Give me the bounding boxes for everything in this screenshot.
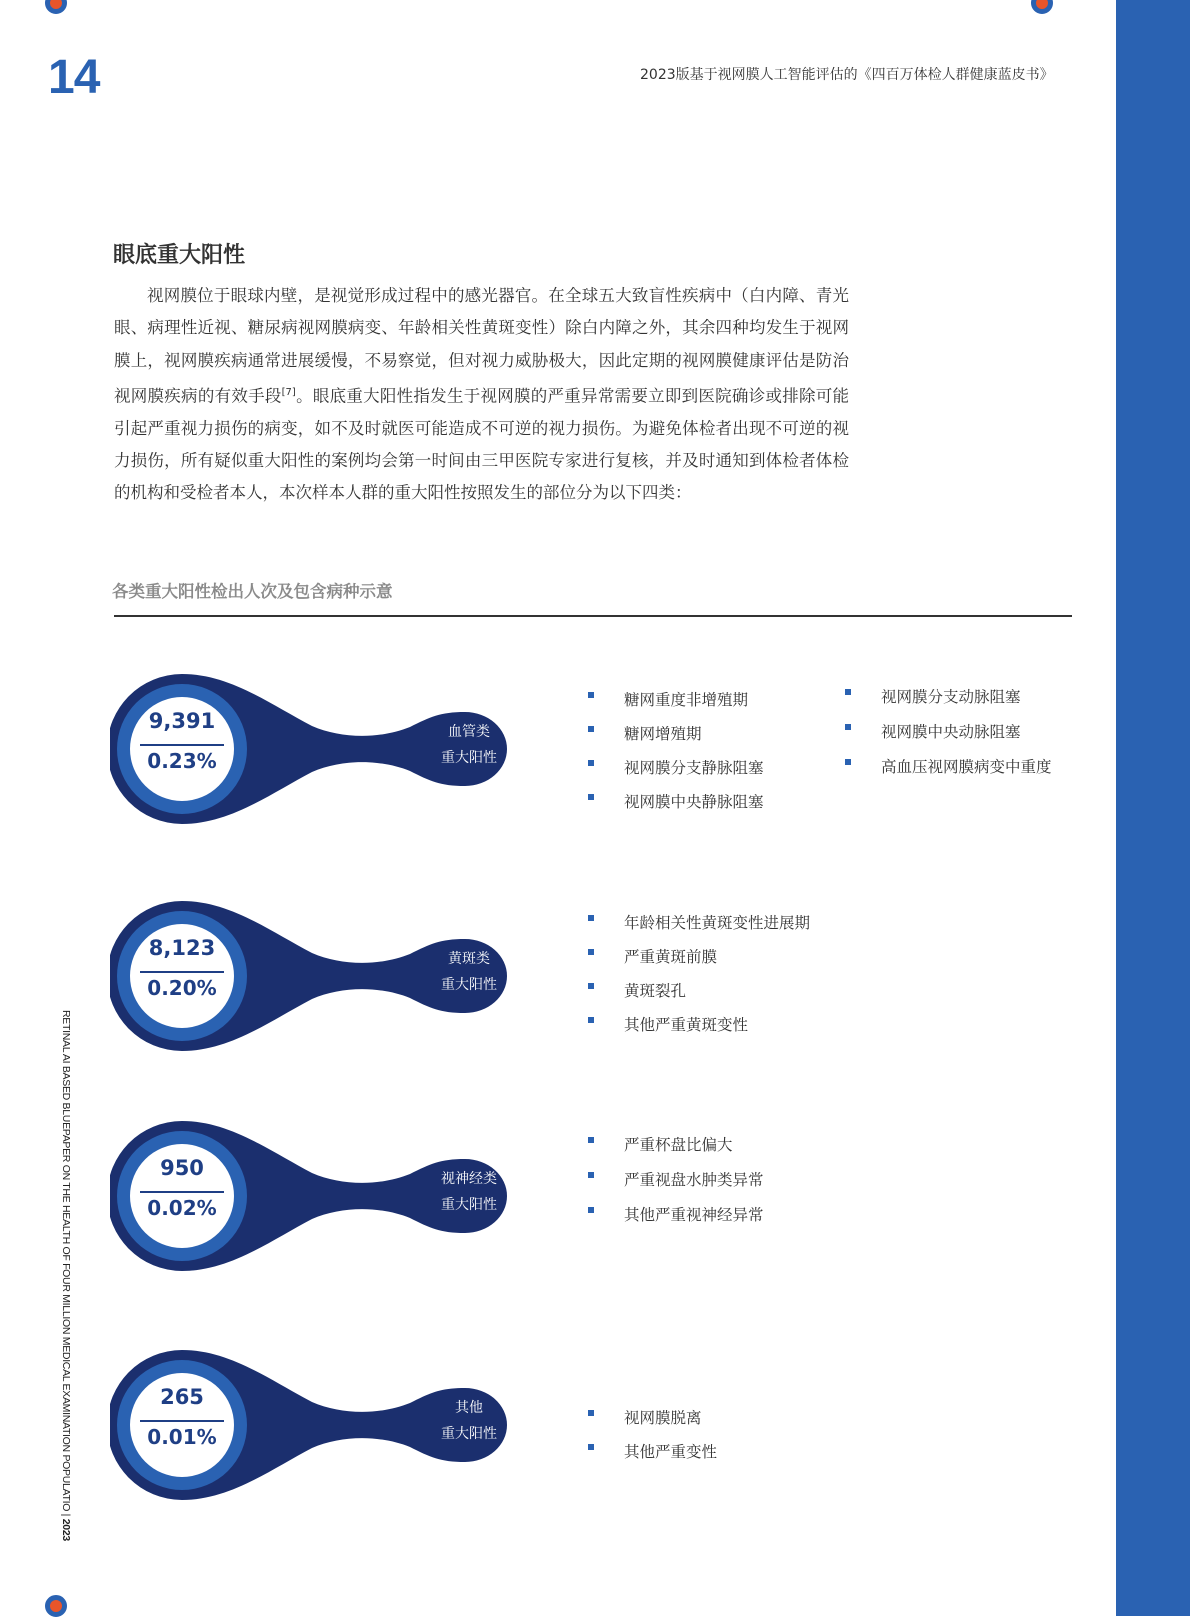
caption-divider bbox=[114, 615, 1072, 617]
disease-item: 高血压视网膜病变中重度 bbox=[845, 750, 1052, 785]
section-heading: 眼底重大阳性 bbox=[113, 243, 246, 268]
detection-percent: 0.01% bbox=[147, 1425, 217, 1449]
category-label-line2: 重大阳性 bbox=[441, 977, 497, 993]
disease-item: 其他严重变性 bbox=[588, 1435, 717, 1469]
disease-item: 其他严重黄斑变性 bbox=[588, 1008, 810, 1042]
paragraph-text-part1: 视网膜位于眼球内壁，是视觉形成过程中的感光器官。在全球五大致盲性疾病中（白内障、青光眼、病理性近视、糖尿病视网膜病变、年龄相关性黄斑变性）除白内障之外，其余四种均发生于视网膜上，视网膜疾病通常进展缓慢，不易察觉，但对视力威胁极大，因此定期的视网膜健康评估是防治视网膜疾病的有效手段 bbox=[114, 286, 849, 406]
detection-count: 8,123 bbox=[148, 936, 216, 960]
disease-list-column2 bbox=[845, 680, 1052, 785]
footer-separator: | bbox=[60, 1511, 72, 1519]
side-color-band bbox=[1116, 0, 1190, 1616]
category-label-line1: 黄斑类 bbox=[448, 951, 490, 967]
disease-list bbox=[588, 1401, 717, 1469]
disease-item: 视网膜中央静脉阻塞 bbox=[588, 785, 764, 819]
reference-mark: [7] bbox=[281, 386, 296, 398]
category-label-line1: 血管类 bbox=[448, 724, 490, 740]
disease-list bbox=[588, 906, 810, 1042]
disease-item: 其他严重视神经异常 bbox=[588, 1198, 764, 1233]
category-label-line2: 重大阳性 bbox=[441, 1426, 497, 1442]
disease-item: 视网膜中央动脉阻塞 bbox=[845, 715, 1052, 750]
detection-percent: 0.20% bbox=[147, 976, 217, 1000]
category-label bbox=[419, 719, 519, 771]
category-vascular bbox=[110, 669, 1060, 829]
disease-item: 严重杯盘比偏大 bbox=[588, 1128, 764, 1163]
category-label-line2: 重大阳性 bbox=[441, 1197, 497, 1213]
detection-count: 950 bbox=[160, 1156, 204, 1180]
vertical-running-footer bbox=[60, 1010, 72, 1541]
running-header-title: 2023版基于视网膜人工智能评估的《四百万体检人群健康蓝皮书》 bbox=[640, 67, 1054, 83]
disease-item: 黄斑裂孔 bbox=[588, 974, 810, 1008]
category-label-line1: 其他 bbox=[455, 1400, 483, 1416]
disease-item: 视网膜分支静脉阻塞 bbox=[588, 751, 764, 785]
disease-item: 糖网重度非增殖期 bbox=[588, 683, 764, 717]
disease-item: 视网膜分支动脉阻塞 bbox=[845, 680, 1052, 715]
detection-percent: 0.23% bbox=[147, 749, 217, 773]
category-label-line1: 视神经类 bbox=[441, 1171, 497, 1187]
disease-item: 视网膜脱离 bbox=[588, 1401, 717, 1435]
detection-count: 265 bbox=[160, 1385, 204, 1409]
corner-decoration-dot bbox=[45, 1595, 67, 1617]
disease-list bbox=[588, 1128, 764, 1233]
category-label bbox=[419, 1166, 519, 1218]
intro-paragraph bbox=[114, 280, 849, 510]
footer-year: 2023 bbox=[60, 1518, 72, 1541]
disease-item: 严重黄斑前膜 bbox=[588, 940, 810, 974]
corner-decoration-dot bbox=[45, 0, 67, 14]
category-macular bbox=[110, 896, 1060, 1056]
disease-item: 严重视盘水肿类异常 bbox=[588, 1163, 764, 1198]
category-label bbox=[419, 1395, 519, 1447]
detection-count: 9,391 bbox=[148, 709, 216, 733]
corner-decoration-dot bbox=[1031, 0, 1053, 14]
detection-percent: 0.02% bbox=[147, 1196, 217, 1220]
footer-text: RETINAL AI BASED BLUEPAPER ON THE HEALTH OF FOUR MILLION MEDICAL EXAMINATION POPULATIO bbox=[60, 1010, 72, 1512]
category-optic-nerve bbox=[110, 1116, 1060, 1276]
paragraph-text-part2: 。眼底重大阳性指发生于视网膜的严重异常需要立即到医院确诊或排除可能引起严重视力损伤的病变，如不及时就医可能造成不可逆的视力损伤。为避免体检者出现不可逆的视力损伤，所有疑似重大阳性的案例均会第一时间由三甲医院专家进行复核，并及时通知到体检者体检的机构和受检者本人，本次样本人群的重大阳性按照发生的部位分为以下四类： bbox=[114, 386, 850, 503]
count-divider bbox=[140, 971, 224, 973]
disease-item: 年龄相关性黄斑变性进展期 bbox=[588, 906, 810, 940]
figure-caption: 各类重大阳性检出人次及包含病种示意 bbox=[112, 582, 393, 601]
count-divider bbox=[140, 744, 224, 746]
page-number: 14 bbox=[48, 51, 100, 104]
category-label bbox=[419, 946, 519, 998]
category-other bbox=[110, 1345, 1060, 1505]
category-label-line2: 重大阳性 bbox=[441, 750, 497, 766]
disease-item: 糖网增殖期 bbox=[588, 717, 764, 751]
count-divider bbox=[140, 1191, 224, 1193]
disease-list bbox=[588, 683, 764, 819]
count-divider bbox=[140, 1420, 224, 1422]
